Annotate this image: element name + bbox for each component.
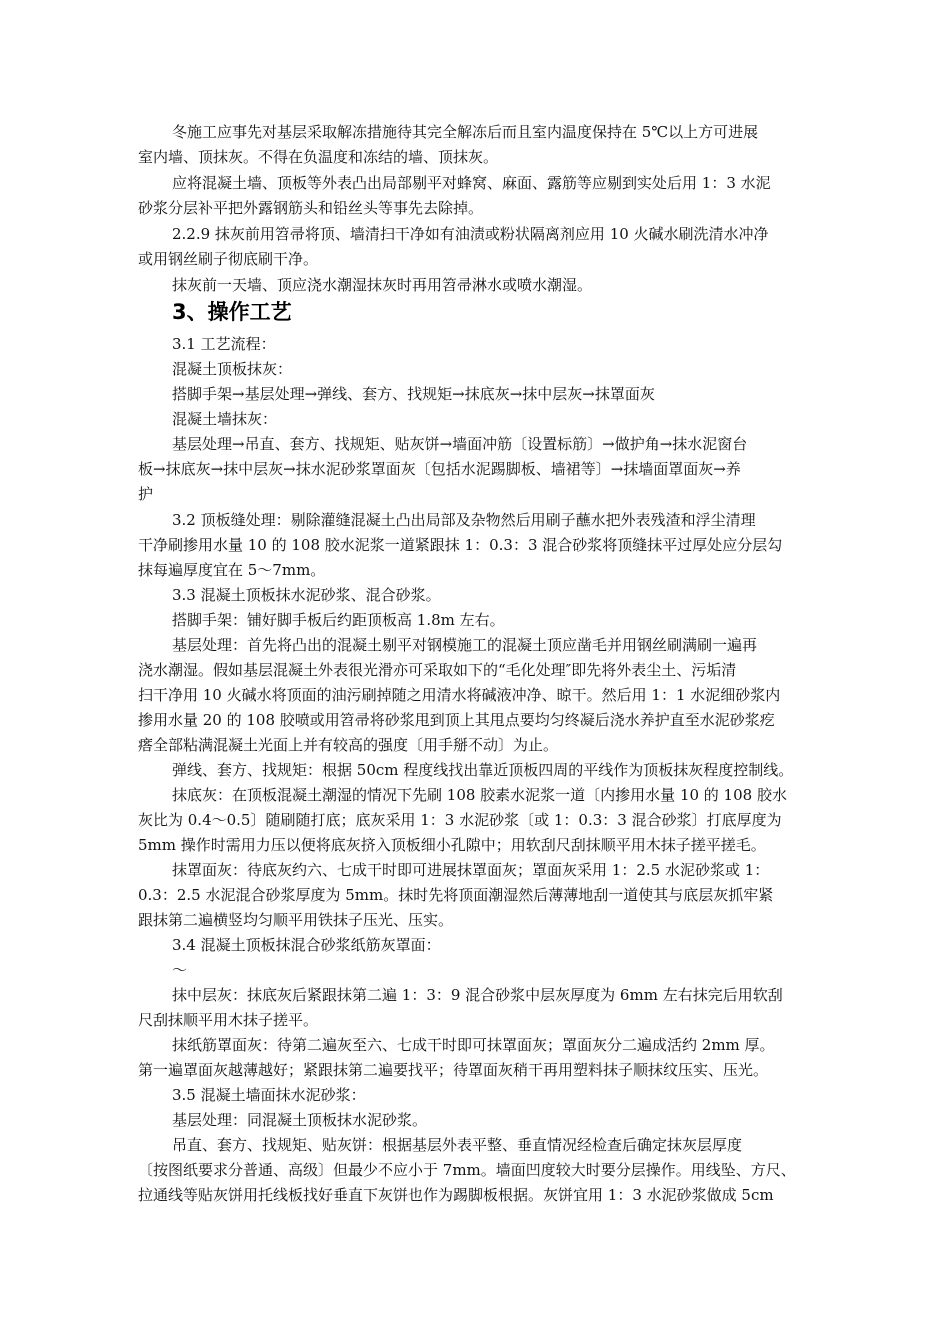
- text-line: 吊直、套方、找规矩、贴灰饼：根据基层外表平整、垂直情况经检查后确定抹灰层厚度: [172, 1136, 743, 1154]
- text-line: 板→抹底灰→抹中层灰→抹水泥砂浆罩面灰〔包括水泥踢脚板、墙裙等〕→抹墙面罩面灰→养: [138, 460, 741, 478]
- text-line: 浇水潮湿。假如基层混凝土外表很光滑亦可采取如下的“毛化处理″即先将外表尘土、污垢清: [138, 661, 737, 679]
- text-line: 应将混凝土墙、顶板等外表凸出局部剔平对蜂窝、麻面、露筋等应剔到实处后用 1：3 水泥: [172, 174, 771, 192]
- text-line: 混凝土墙抹灰：: [172, 410, 278, 428]
- section-heading: 3、操作工艺: [172, 300, 292, 324]
- text-line: 室内墙、顶抹灰。不得在负温度和冻结的墙、顶抹灰。: [138, 148, 499, 166]
- text-line: 3.4 混凝土顶板抹混合砂浆纸筋灰罩面：: [172, 936, 441, 954]
- text-line: 抹灰前一天墙、顶应浇水潮湿抹灰时再用笤帚淋水或喷水潮湿。: [172, 276, 593, 294]
- text-line: 尺刮抹顺平用木抹子搓平。: [138, 1011, 319, 1029]
- text-line: 3.1 工艺流程：: [172, 335, 276, 353]
- text-line: 3.3 混凝土顶板抹水泥砂浆、混合砂浆。: [172, 586, 441, 604]
- text-line: 抹纸筋罩面灰：待第二遍灰至六、七成干时即可抹罩面灰；罩面灰分二遍成活约 2mm 厚。: [172, 1036, 775, 1054]
- text-line: 弹线、套方、找规矩：根据 50cm 程度线找出靠近顶板四周的平线作为顶板抹灰程度控制线。: [172, 761, 794, 779]
- text-line: 搭脚手架：铺好脚手板后约距顶板高 1.8m 左右。: [172, 611, 505, 629]
- text-line: 护: [138, 485, 154, 503]
- text-line: 〔按图纸要求分普通、高级〕但最少不应小于 7mm。墙面凹度较大时要分层操作。用线坠、方尺、: [138, 1161, 796, 1179]
- text-line: 抹底灰：在顶板混凝土潮湿的情况下先刷 108 胶素水泥浆一道〔内掺用水量 10 的 108 胶水: [172, 786, 787, 804]
- text-line: 5mm 操作时需用力压以便将底灰挤入顶板细小孔隙中；用软刮尺刮抹顺平用木抹子搓平搓毛。: [138, 836, 766, 854]
- text-line: 0.3：2.5 水泥混合砂浆厚度为 5mm。抹时先将顶面潮湿然后薄薄地刮一道使其与底层灰抓牢紧: [138, 886, 774, 904]
- text-line: 基层处理：同混凝土顶板抹水泥砂浆。: [172, 1111, 428, 1129]
- text-line: ～: [172, 961, 188, 979]
- text-line: 跟抹第二遍横竖均匀顺平用铁抹子压光、压实。: [138, 911, 454, 929]
- text-line: 基层处理→吊直、套方、找规矩、贴灰饼→墙面冲筋〔设置标筋〕→做护角→抹水泥窗台: [172, 435, 748, 453]
- text-line: 抹中层灰：抹底灰后紧跟抹第二遍 1：3：9 混合砂浆中层灰厚度为 6mm 左右抹完后用软刮: [172, 986, 783, 1004]
- text-line: 3.5 混凝土墙面抹水泥砂浆：: [172, 1086, 366, 1104]
- text-line: 或用钢丝刷子彻底刷干净。: [138, 250, 319, 268]
- text-line: 干净刷掺用水量 10 的 108 胶水泥浆一道紧跟抹 1：0.3：3 混合砂浆将顶缝抹平过厚处应分层勾: [138, 536, 783, 554]
- text-line: 冬施工应事先对基层采取解冻措施待其完全解冻后而且室内温度保持在 5℃以上方可进展: [172, 123, 759, 141]
- text-line: 基层处理：首先将凸出的混凝土剔平对钢模施工的混凝土顶应凿毛并用钢丝刷满刷一遍再: [172, 636, 758, 654]
- text-line: 拉通线等贴灰饼用托线板找好垂直下灰饼也作为踢脚板根据。灰饼宜用 1：3 水泥砂浆做成 5cm: [138, 1186, 774, 1204]
- text-line: 扫干净用 10 火碱水将顶面的油污刷掉随之用清水将碱液冲净、晾干。然后用 1：1 水泥细砂浆内: [138, 686, 781, 704]
- text-line: 搭脚手架→基层处理→弹线、套方、找规矩→抹底灰→抹中层灰→抹罩面灰: [172, 385, 655, 403]
- text-line: 掺用水量 20 的 108 胶喷或用笤帚将砂浆甩到顶上其甩点要均匀终凝后浇水养护直至水泥砂浆疙: [138, 711, 775, 729]
- text-line: 第一遍罩面灰越薄越好；紧跟抹第二遍要找平；待罩面灰稍干再用塑料抹子顺抹纹压实、压光。: [138, 1061, 769, 1079]
- text-line: 灰比为 0.4～0.5〕随刷随打底；底灰采用 1：3 水泥砂浆〔或 1：0.3：3 混合砂浆〕打底厚度为: [138, 811, 782, 829]
- text-line: 混凝土顶板抹灰：: [172, 360, 293, 378]
- text-line: 抹每遍厚度宜在 5～7mm。: [138, 561, 326, 579]
- text-line: 2.2.9 抹灰前用笤帚将顶、墙清扫干净如有油渍或粉状隔离剂应用 10 火碱水刷洗清水冲净: [172, 225, 769, 243]
- text-line: 砂浆分层补平把外露钢筋头和铅丝头等事先去除掉。: [138, 199, 484, 217]
- text-line: 瘩全部粘满混凝土光面上并有较高的强度〔用手掰不动〕为止。: [138, 736, 559, 754]
- text-line: 抹罩面灰：待底灰约六、七成干时即可进展抹罩面灰；罩面灰采用 1：2.5 水泥砂浆或 1：: [172, 861, 770, 879]
- text-line: 3.2 顶板缝处理：剔除灌缝混凝土凸出局部及杂物然后用刷子蘸水把外表残渣和浮尘清理: [172, 511, 756, 529]
